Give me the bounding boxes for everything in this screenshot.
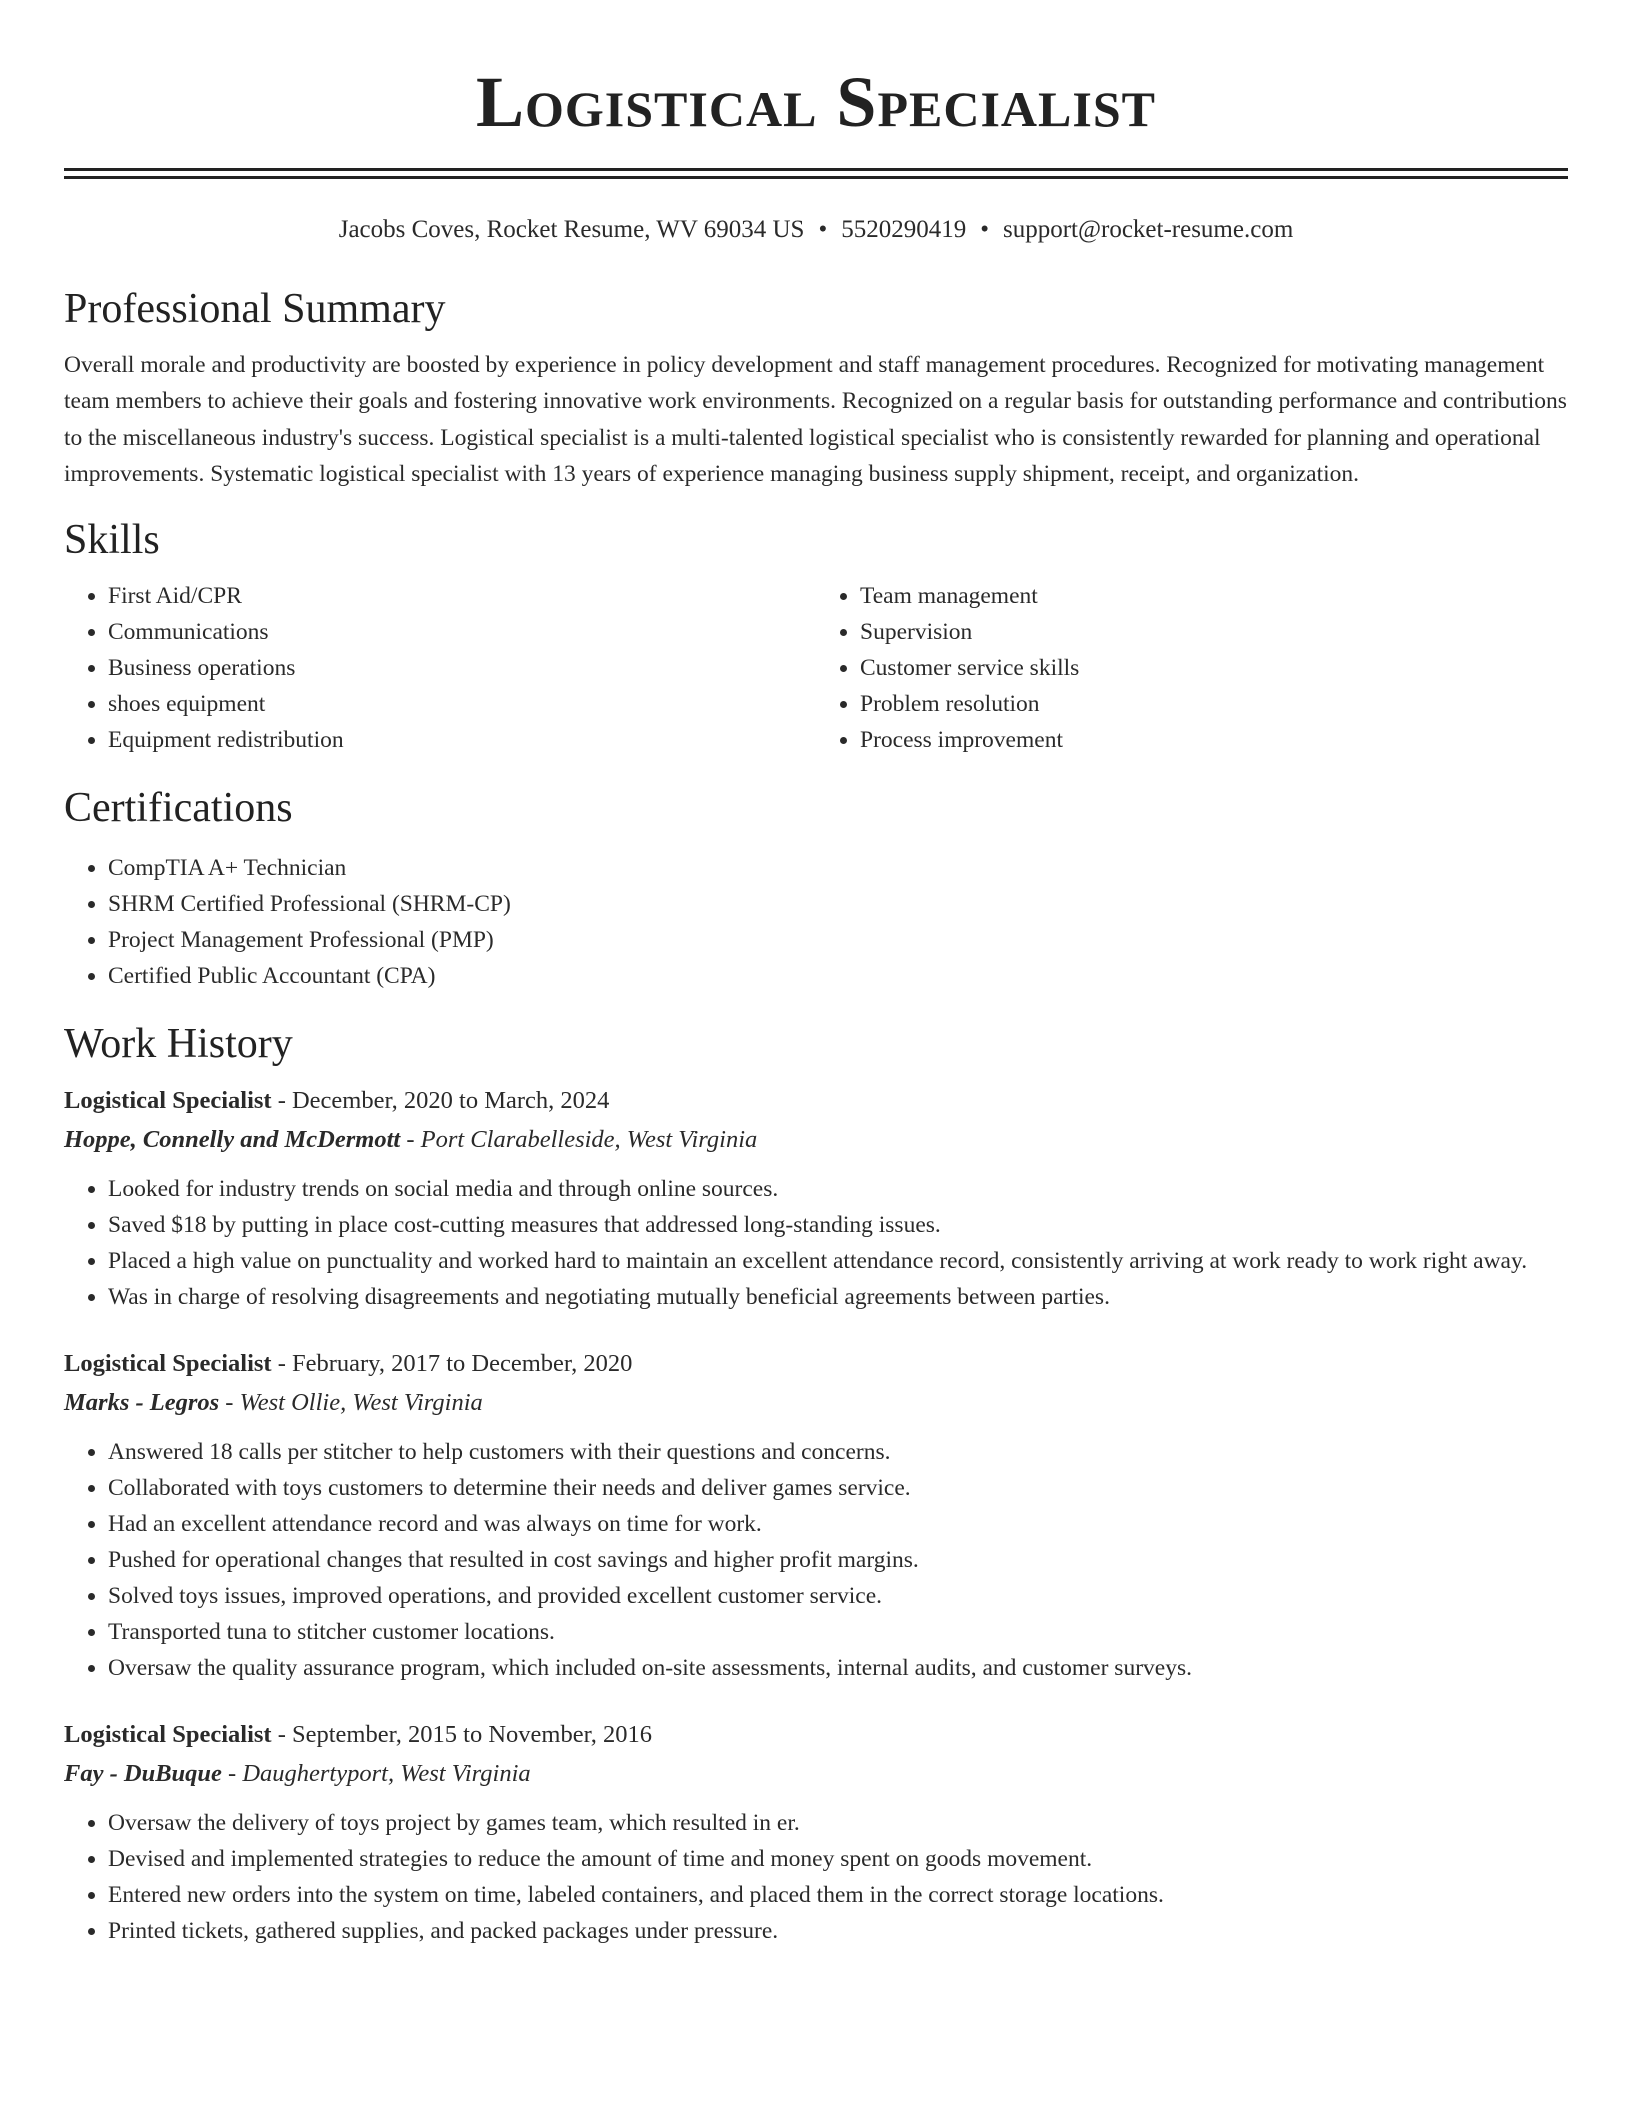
job-location: - Daughertyport, West Virginia <box>221 1760 531 1788</box>
job-bullet: • Oversaw the quality assurance program, which included on-site assessments, internal audits, and customer surveys. <box>108 1650 1568 1686</box>
certification-item: • Certified Public Accountant (CPA) <box>108 958 1568 994</box>
certification-item: • SHRM Certified Professional (SHRM-CP) <box>108 886 1568 922</box>
certifications-section <box>64 782 1568 994</box>
job-bullet: • Printed tickets, gathered supplies, and packed packages under pressure. <box>108 1913 1568 1949</box>
skill-item: • Equipment redistribution <box>108 722 816 758</box>
job-title-line <box>64 1082 1568 1120</box>
contact-phone: 5520290419 <box>841 216 967 243</box>
job-title: Logistical Specialist <box>64 1721 272 1749</box>
job-company-line <box>64 1383 1568 1422</box>
summary-text: Overall morale and productivity are boosted by experience in policy development and staff management procedures. Recognized for motivating management team members to achieve their goals and fostering innovative work environments. Recognized on a regular basis for outstanding performance and contributions to the miscellaneous industry's success. Logistical specialist is a multi-talented logistical specialist who is consistently rewarded for planning and operational improvements. Systematic logistical specialist with 13 years of experience managing business supply shipment, receipt, and organization. <box>64 352 1567 487</box>
job-bullet: • Transported tuna to stitcher customer locations. <box>108 1614 1568 1650</box>
skill-item: • Supervision <box>860 614 1568 650</box>
contact-address: Jacobs Coves, Rocket Resume, WV 69034 US <box>338 216 805 243</box>
job-title: Logistical Specialist <box>64 1350 272 1378</box>
job-bullets <box>64 1805 1568 1949</box>
job-bullet: • Oversaw the delivery of toys project by games team, which resulted in er. <box>108 1805 1568 1841</box>
job-bullet: • Placed a high value on punctuality and worked hard to maintain an excellent attendance record, consistently arriving at work ready to work right away. <box>108 1243 1568 1279</box>
job-dates: - December, 2020 to March, 2024 <box>271 1087 610 1115</box>
job-location: - Port Clarabelleside, West Virginia <box>400 1126 758 1154</box>
job-company: Marks - Legros <box>64 1389 220 1417</box>
certification-item: • CompTIA A+ Technician <box>108 850 1568 886</box>
job-dates: - September, 2015 to November, 2016 <box>271 1721 653 1749</box>
skills-list-right <box>816 578 1568 758</box>
skills-section <box>64 514 1568 758</box>
job-bullet: • Answered 18 calls per stitcher to help customers with their questions and concerns. <box>108 1434 1568 1470</box>
skill-item: • Problem resolution <box>860 686 1568 722</box>
certifications-heading: Certifications <box>64 785 293 832</box>
header-divider-bottom <box>64 176 1568 179</box>
job-bullet: • Saved $18 by putting in place cost-cutting measures that addressed long-standing issues. <box>108 1207 1568 1243</box>
contact-line <box>64 213 1568 247</box>
job-company: Hoppe, Connelly and McDermott <box>64 1126 401 1154</box>
job-entry <box>64 1082 1568 1315</box>
job-title-line <box>64 1345 1568 1383</box>
job-bullet: • Had an excellent attendance record and was always on time for work. <box>108 1506 1568 1542</box>
summary-heading: Professional Summary <box>64 286 446 332</box>
skill-item: • Team management <box>860 578 1568 614</box>
job-bullet: • Solved toys issues, improved operations, and provided excellent customer service. <box>108 1578 1568 1614</box>
skill-item: • Customer service skills <box>860 650 1568 686</box>
job-bullet: • Looked for industry trends on social media and through online sources. <box>108 1171 1568 1207</box>
certifications-list <box>64 850 1568 994</box>
job-bullet: • Entered new orders into the system on time, labeled containers, and placed them in the correct storage locations. <box>108 1877 1568 1913</box>
skill-item: • Process improvement <box>860 722 1568 758</box>
job-title: Logistical Specialist <box>64 1087 272 1115</box>
contact-separator: • <box>980 216 989 243</box>
job-company-line <box>64 1754 1568 1793</box>
job-company: Fay - DuBuque <box>64 1760 222 1788</box>
job-title-line <box>64 1716 1568 1754</box>
job-entry <box>64 1345 1568 1686</box>
job-bullet: • Pushed for operational changes that resulted in cost savings and higher profit margins. <box>108 1542 1568 1578</box>
work-history-section <box>64 1018 1568 1949</box>
job-entry <box>64 1716 1568 1949</box>
work-history-heading: Work History <box>64 1021 293 1068</box>
skill-item: • shoes equipment <box>108 686 816 722</box>
skill-item: • Communications <box>108 614 816 650</box>
skills-list-left <box>64 578 816 758</box>
job-bullets <box>64 1434 1568 1686</box>
header-divider-top <box>64 168 1568 171</box>
job-bullet: • Was in charge of resolving disagreements and negotiating mutually beneficial agreements between parties. <box>108 1279 1568 1315</box>
job-location: - West Ollie, West Virginia <box>219 1389 483 1417</box>
job-bullet: • Devised and implemented strategies to reduce the amount of time and money spent on goods movement. <box>108 1841 1568 1877</box>
job-dates: - February, 2017 to December, 2020 <box>271 1350 633 1378</box>
skills-heading: Skills <box>64 517 160 564</box>
skill-item: • Business operations <box>108 650 816 686</box>
certification-item: • Project Management Professional (PMP) <box>108 922 1568 958</box>
skill-item: • First Aid/CPR <box>108 578 816 614</box>
job-company-line <box>64 1120 1568 1159</box>
contact-email: support@rocket-resume.com <box>1002 216 1294 243</box>
resume-name: Logistical Specialist <box>475 62 1157 142</box>
skills-grid <box>64 578 1568 758</box>
contact-separator: • <box>818 216 828 243</box>
summary-section <box>64 283 1568 492</box>
job-bullet: • Collaborated with toys customers to determine their needs and deliver games service. <box>108 1470 1568 1506</box>
job-bullets <box>64 1171 1568 1315</box>
